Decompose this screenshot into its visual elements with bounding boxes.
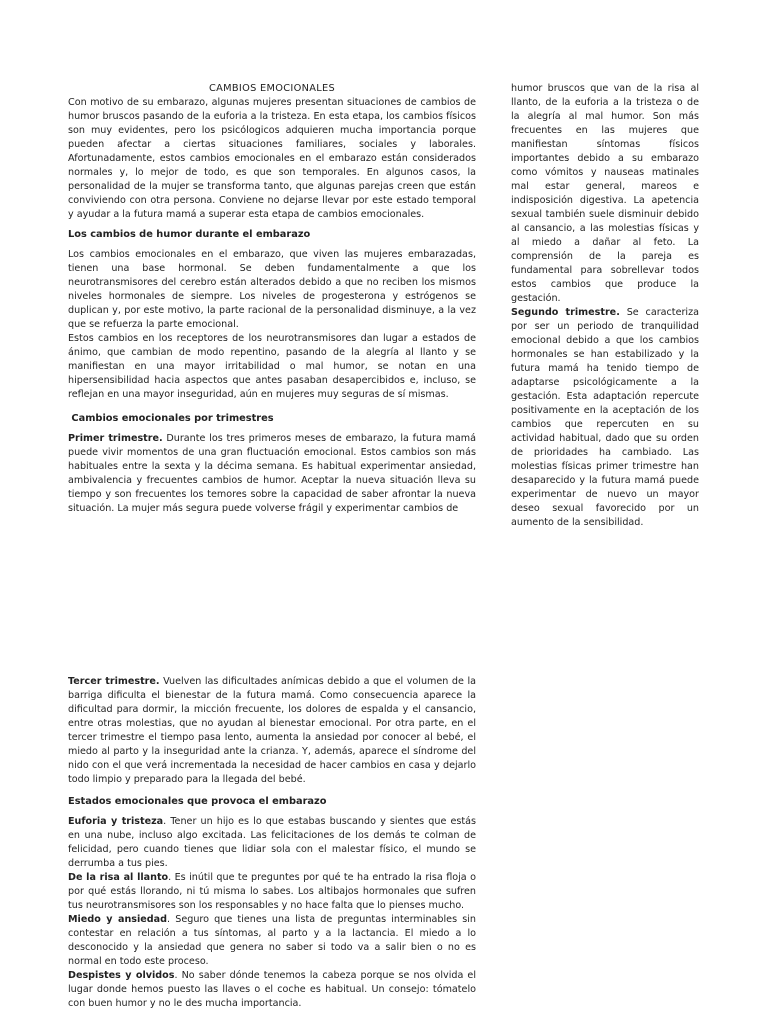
left-column-top: [68, 82, 476, 516]
page-title: CAMBIOS EMOCIONALES: [208, 83, 336, 94]
first-trimester-continuation: humor bruscos que van de la risa al llanto, de la euforia a la tristeza o de la alegría al mal humor. Son más frecuentes en las mujeres que manifiestan síntomas físicos importantes debido a su embarazo como vómitos y nauseas matinales mal estar general, mareos e indisposición digestiva. La apetencia sexual también suele disminuir debido al cansancio, a las molestias físicas y al miedo a dañar al feto. La comprensión de la pareja es fundamental para sobrellevar todos estos cambios que produce la gestación.: [511, 83, 699, 304]
right-column: [511, 82, 699, 530]
section-heading-trimestres: Cambios emocionales por trimestres: [71, 413, 274, 424]
estado-item: Despistes y olvidos. No saber dónde tenemos la cabeza porque se nos olvida el lugar donde hemos puesto las llaves o el coche es habitual. Un consejo: tómatelo con buen humor y no le des mucha importancia.: [68, 970, 476, 1009]
humor-paragraph-2: Estos cambios en los receptores de los neurotransmisores dan lugar a estados de ánimo, que cambian de modo repentino, pasando de la alegría al llanto y se manifiestan en una mayor irritabilidad o mal humor, se notan en una hipersensibilidad hacia aspectos que antes pasaban desapercibidos e, incluso, se reflejan en una mayor inseguridad, aún en mujeres muy seguras de sí mismas.: [68, 333, 476, 400]
second-trimester-paragraph: Segundo trimestre. Se caracteriza por ser un periodo de tranquilidad emocional debido a que los cambios hormonales se han estabilizado y la futura mamá ha tenido tiempo de adaptarse psicológicamente a la gestación. Esta adaptación repercute positivamente en la aceptación de los cambios que repercuten en su actividad habitual, dado que su orden de prioridades ha cambiado. Las molestias físicas primer trimestre han desaparecido y la futura mamá puede experimentar de nuevo un mayor deseo sexual favorecido por un aumento de la sensibilidad.: [511, 307, 699, 528]
first-trimester-paragraph: Primer trimestre. Durante los tres primeros meses de embarazo, la futura mamá puede vivir momentos de una gran fluctuación emocional. Estos cambios son más habituales entre la sexta y la décima semana. Es habitual experimentar ansiedad, ambivalencia y frecuentes cambios de humor. Aceptar la nueva situación lleva su tiempo y son frecuentes los temores sobre la capacidad de saber afrontar la nueva situación. La mujer más segura puede volverse frágil y experimentar cambios de: [68, 433, 476, 514]
section-heading-estados: Estados emocionales que provoca el embarazo: [68, 796, 327, 807]
estado-item: De la risa al llanto. Es inútil que te preguntes por qué te ha entrado la risa floja o por qué estás llorando, ni tú misma lo sabes. Los altibajos hormonales que sufren tus neurotransmisores son los responsables y no hace falta que lo pienses mucho.: [68, 872, 476, 911]
intro-paragraph: Con motivo de su embarazo, algunas mujeres presentan situaciones de cambios de humor bruscos pasando de la euforia a la tristeza. En esta etapa, los cambios físicos son muy evidentes, pero los psicólogicos adquieren mucha importancia porque pueden afectar a ciertas situaciones familiares, sociales y laborales. Afortunadamente, estos cambios emocionales en el embarazo están considerados normales y, lo mejor de todo, es que son temporales. En algunos casos, la personalidad de la mujer se transforma tanto, que algunas parejas creen que están conviviendo con otra persona. Conviene no dejarse llevar por este estado temporal y ayudar a la futura mamá a superar esta etapa de cambios emocionales.: [68, 97, 476, 220]
section-heading-humor: Los cambios de humor durante el embarazo: [68, 229, 311, 240]
estado-item: Euforia y tristeza. Tener un hijo es lo que estabas buscando y sientes que estás en una nube, incluso algo excitada. Las felicitaciones de los demás te colman de felicidad, pero cuando tienes que lidiar sola con el malestar físico, el mundo se derrumba a tus pies.: [68, 816, 477, 869]
estado-label: De la risa al llanto: [68, 872, 169, 883]
second-trimester-label: Segundo trimestre.: [511, 307, 620, 318]
third-trimester-paragraph: Tercer trimestre. Vuelven las dificultades anímicas debido a que el volumen de la barriga dificulta el bienestar de la futura mamá. Como consecuencia aparece la dificultad para dormir, la micción frecuente, los dolores de espalda y el cansancio, entre otras molestias, que no ayudan al bienestar emocional. Por otra parte, en el tercer trimestre el tiempo pasa lento, aumenta la ansiedad por conocer al bebé, el miedo al parto y la inseguridad ante la crianza. Y, además, aparece el síndrome del nido con el que verá incrementada la necesidad de hacer cambios en casa y dejarlo todo limpio y preparado para la llegada del bebé.: [68, 676, 476, 785]
left-column-bottom: [68, 675, 476, 1011]
estado-label: Euforia y tristeza: [68, 816, 164, 827]
first-trimester-label: Primer trimestre.: [68, 433, 163, 444]
estado-label: Despistes y olvidos: [68, 970, 175, 981]
third-trimester-label: Tercer trimestre.: [68, 676, 160, 687]
humor-paragraph-1: Los cambios emocionales en el embarazo, que viven las mujeres embarazadas, tienen una base hormonal. Se deben fundamentalmente a que los neurotransmisores del cerebro están alterados debido a que no reciben los mismos niveles hormonales de siempre. Los niveles de progesterona y estrógenos se duplican y, por este motivo, la parte racional de la personalidad disminuye, a la vez que se refuerza la parte emocional.: [68, 249, 476, 330]
estado-item: Miedo y ansiedad. Seguro que tienes una lista de preguntas interminables sin contestar en relación a tus síntomas, al parto y a la lactancia. El miedo a lo desconocido y la ansiedad que genera no saber si todo va a salir bien o no es normal en todo este proceso.: [68, 914, 476, 967]
estado-label: Miedo y ansiedad: [68, 914, 168, 925]
